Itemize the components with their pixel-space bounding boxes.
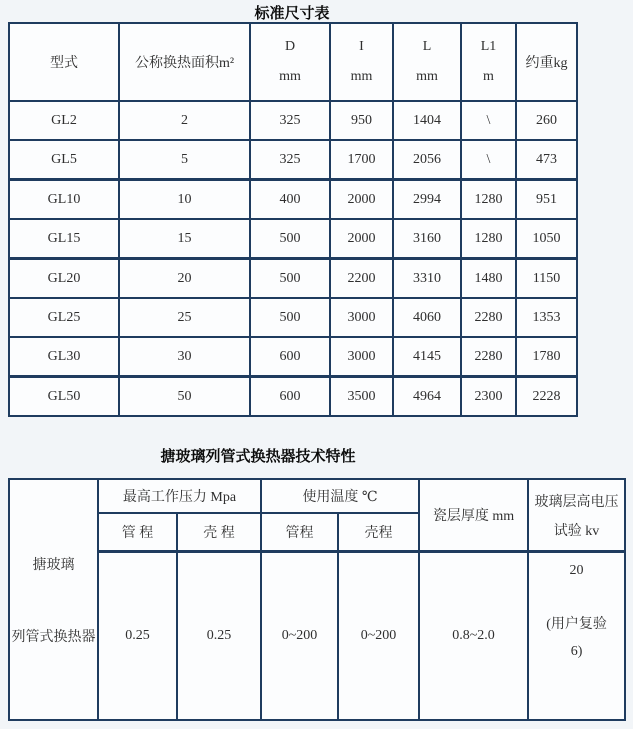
header-d-mm: D mm bbox=[250, 23, 330, 101]
value-tube-pressure: 0.25 bbox=[98, 552, 177, 721]
table-cell: 4964 bbox=[393, 377, 461, 417]
table2-group-header-row bbox=[9, 479, 625, 513]
table-cell: 2228 bbox=[516, 377, 577, 417]
standard-size-table bbox=[8, 22, 578, 417]
technical-characteristics-table bbox=[8, 478, 626, 721]
table-cell: 260 bbox=[516, 101, 577, 140]
value-shell-temp: 0~200 bbox=[338, 552, 419, 721]
table-row-gl10 bbox=[9, 180, 577, 220]
technical-characteristics-title: 搪玻璃列管式换热器技术特性 bbox=[160, 449, 356, 465]
header-i-mm: I mm bbox=[330, 23, 393, 101]
table-cell: 2994 bbox=[393, 180, 461, 220]
table-row-gl15 bbox=[9, 219, 577, 259]
table-cell: 30 bbox=[119, 337, 250, 377]
table-cell: 20 bbox=[119, 259, 250, 299]
table-cell: 3000 bbox=[330, 298, 393, 337]
equipment-name-line1: 搪玻璃 bbox=[32, 557, 75, 573]
table-cell: 600 bbox=[250, 337, 330, 377]
table-cell: 951 bbox=[516, 180, 577, 220]
table-cell: 500 bbox=[250, 219, 330, 259]
table-cell: \ bbox=[461, 140, 516, 180]
table-cell: 473 bbox=[516, 140, 577, 180]
value-voltage-test: 20 (用户复验 6) bbox=[528, 552, 625, 721]
table-cell: 5 bbox=[119, 140, 250, 180]
table1-header-row bbox=[9, 23, 577, 101]
standard-size-table-title: 标准尺寸表 bbox=[254, 6, 330, 22]
table-cell: GL2 bbox=[9, 101, 119, 140]
subheader-shell-side-pressure: 壳 程 bbox=[177, 513, 261, 552]
table-cell: 3160 bbox=[393, 219, 461, 259]
table-cell: 3000 bbox=[330, 337, 393, 377]
subheader-shell-side-temp: 壳程 bbox=[338, 513, 419, 552]
table-cell: 4060 bbox=[393, 298, 461, 337]
table-cell: GL5 bbox=[9, 140, 119, 180]
table-cell: GL10 bbox=[9, 180, 119, 220]
table-cell: 2000 bbox=[330, 180, 393, 220]
table-row-gl5 bbox=[9, 140, 577, 180]
table-cell: 1404 bbox=[393, 101, 461, 140]
header-nominal-area: 公称换热面积m² bbox=[119, 23, 250, 101]
header-max-working-pressure: 最高工作压力 Mpa bbox=[98, 479, 261, 513]
table-cell: 2280 bbox=[461, 298, 516, 337]
table-cell: GL15 bbox=[9, 219, 119, 259]
table-cell: 1353 bbox=[516, 298, 577, 337]
table-cell: GL50 bbox=[9, 377, 119, 417]
table-cell: 950 bbox=[330, 101, 393, 140]
table-cell: 10 bbox=[119, 180, 250, 220]
table-cell: 4145 bbox=[393, 337, 461, 377]
header-enamel-thickness: 瓷层厚度 mm bbox=[419, 479, 528, 552]
table-cell: GL30 bbox=[9, 337, 119, 377]
table-cell: 3500 bbox=[330, 377, 393, 417]
header-glass-voltage-test: 玻璃层高电压 试验 kv bbox=[528, 479, 625, 552]
header-l1-m: L1 m bbox=[461, 23, 516, 101]
value-shell-pressure: 0.25 bbox=[177, 552, 261, 721]
value-enamel-thickness: 0.8~2.0 bbox=[419, 552, 528, 721]
equipment-name-line2: 列管式换热器 bbox=[11, 629, 96, 645]
table-cell: 325 bbox=[250, 101, 330, 140]
table-cell: 25 bbox=[119, 298, 250, 337]
table-cell: 325 bbox=[250, 140, 330, 180]
table-cell: 500 bbox=[250, 259, 330, 299]
table-cell: 2056 bbox=[393, 140, 461, 180]
table-cell: 3310 bbox=[393, 259, 461, 299]
table-cell: \ bbox=[461, 101, 516, 140]
table-cell: 2300 bbox=[461, 377, 516, 417]
table-cell: 1480 bbox=[461, 259, 516, 299]
subheader-tube-side-pressure: 管 程 bbox=[98, 513, 177, 552]
table-cell: 1700 bbox=[330, 140, 393, 180]
table-cell: 2280 bbox=[461, 337, 516, 377]
table-cell: 1150 bbox=[516, 259, 577, 299]
subheader-tube-side-temp: 管程 bbox=[261, 513, 338, 552]
table-cell: 2000 bbox=[330, 219, 393, 259]
header-operating-temperature: 使用温度 ℃ bbox=[261, 479, 419, 513]
table-cell: 1050 bbox=[516, 219, 577, 259]
table-cell: 15 bbox=[119, 219, 250, 259]
table-cell: 2200 bbox=[330, 259, 393, 299]
table-cell: 2 bbox=[119, 101, 250, 140]
header-l-mm: L mm bbox=[393, 23, 461, 101]
table-cell: 600 bbox=[250, 377, 330, 417]
table-row-gl2 bbox=[9, 101, 577, 140]
table-cell: 1780 bbox=[516, 337, 577, 377]
table-cell: 400 bbox=[250, 180, 330, 220]
table-row-gl50 bbox=[9, 377, 577, 417]
table-cell: 50 bbox=[119, 377, 250, 417]
table-cell: GL25 bbox=[9, 298, 119, 337]
table-row-gl20 bbox=[9, 259, 577, 299]
table2-data-row bbox=[9, 552, 625, 721]
table-cell: GL20 bbox=[9, 259, 119, 299]
equipment-name-cell bbox=[9, 479, 98, 720]
table-row-gl30 bbox=[9, 337, 577, 377]
table-cell: 1280 bbox=[461, 180, 516, 220]
table-row-gl25 bbox=[9, 298, 577, 337]
header-weight-kg: 约重kg bbox=[516, 23, 577, 101]
table-cell: 1280 bbox=[461, 219, 516, 259]
value-tube-temp: 0~200 bbox=[261, 552, 338, 721]
header-model: 型式 bbox=[9, 23, 119, 101]
table-cell: 500 bbox=[250, 298, 330, 337]
